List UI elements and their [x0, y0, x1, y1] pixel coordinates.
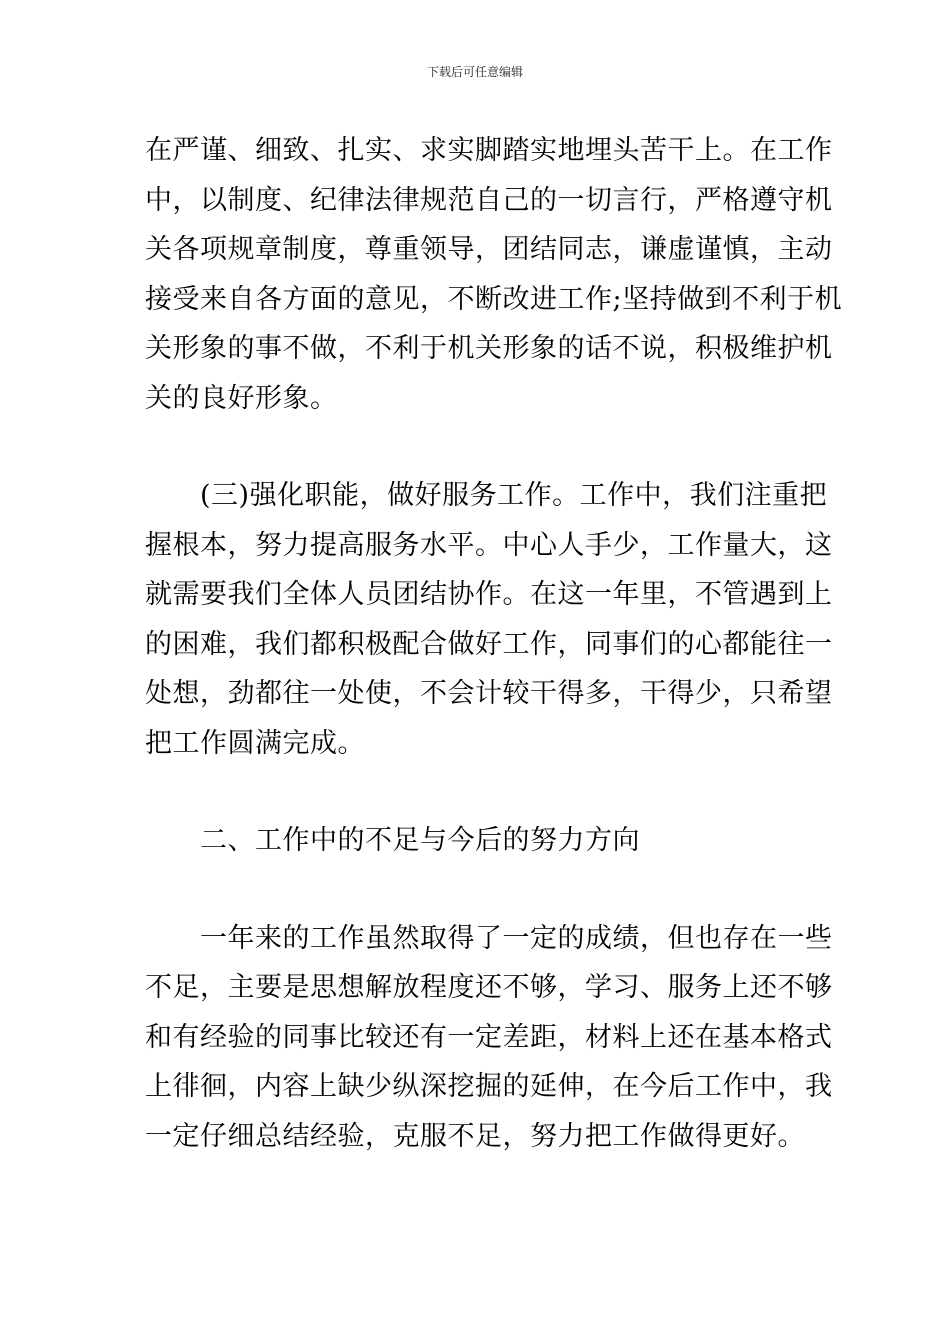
- heading-line: 二、工作中的不足与今后的努力方向: [200, 825, 640, 856]
- text-line: 握根本，努力提高服务水平。中心人手少，工作量大，这: [145, 529, 833, 561]
- text-line: 关各项规章制度，尊重领导，团结同志，谦虚谨慎，主动: [145, 234, 833, 265]
- paragraph-conduct: [145, 126, 843, 423]
- text-line: 和有经验的同事比较还有一定差距，材料上还在基本格式: [145, 1021, 833, 1053]
- text-line: 上徘徊，内容上缺少纵深挖掘的延伸，在今后工作中，我: [145, 1071, 833, 1102]
- section-heading: [145, 816, 807, 866]
- text-line: 中，以制度、纪律法律规范自己的一切言行，严格遵守机: [145, 184, 833, 216]
- paragraph-shortcomings: [145, 914, 833, 1162]
- text-line: 关形象的事不做，不利于机关形象的话不说，积极维护机: [145, 333, 833, 364]
- paragraph-service: [145, 471, 833, 768]
- page-header: 下载后可任意编辑: [426, 65, 523, 79]
- text-line: 在严谨、细致、扎实、求实脚踏实地埋头苦干上。在工作: [145, 135, 833, 166]
- document-body: [145, 126, 843, 1161]
- text-line: 接受来自各方面的意见，不断改进工作;坚持做到不利于机: [145, 283, 843, 315]
- text-line: 不足，主要是思想解放程度还不够，学习、服务上还不够: [145, 972, 833, 1003]
- text-line: 关的良好形象。: [145, 382, 338, 414]
- text-line: 的困难，我们都积极配合做好工作，同事们的心都能往一: [145, 628, 833, 660]
- text-line: 处想，劲都往一处使，不会计较干得多，干得少，只希望: [145, 678, 833, 709]
- text-line: (三)强化职能，做好服务工作。工作中，我们注重把: [200, 480, 828, 511]
- text-line: 把工作圆满完成。: [145, 727, 365, 759]
- text-line: 一定仔细总结经验，克服不足，努力把工作做得更好。: [145, 1120, 805, 1152]
- text-line: 一年来的工作虽然取得了一定的成绩，但也存在一些: [200, 922, 833, 954]
- text-line: 就需要我们全体人员团结协作。在这一年里，不管遇到上: [145, 579, 833, 610]
